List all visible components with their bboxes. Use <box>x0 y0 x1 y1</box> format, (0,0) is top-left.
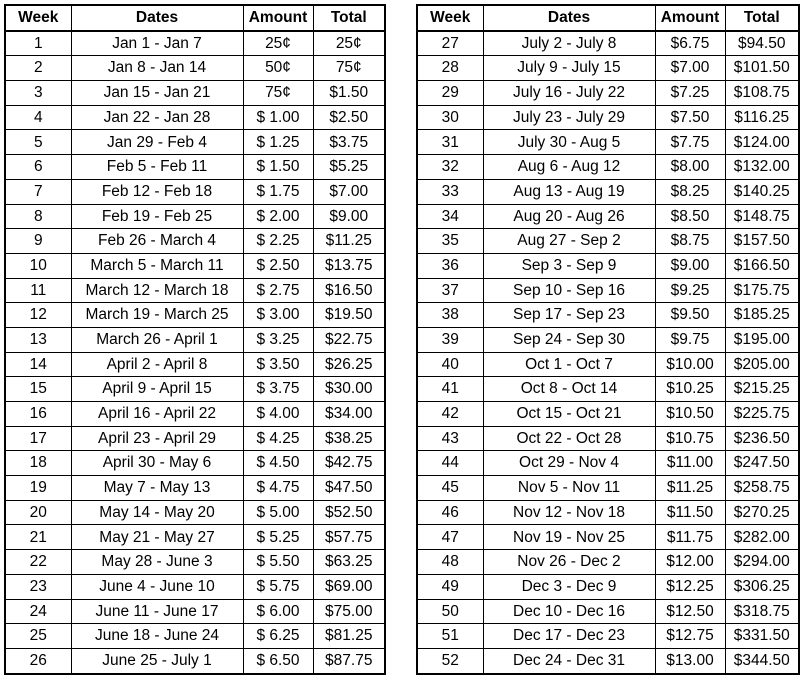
amount-cell: $ 2.00 <box>243 204 313 229</box>
table-row <box>5 179 385 204</box>
table-row <box>417 648 799 673</box>
dates-cell: Feb 12 - Feb 18 <box>71 179 243 204</box>
total-cell: $87.75 <box>313 648 385 673</box>
week-cell: 25 <box>5 624 71 649</box>
amount-cell: $12.00 <box>655 550 725 575</box>
total-cell: $57.75 <box>313 525 385 550</box>
total-cell: $16.50 <box>313 278 385 303</box>
amount-cell: $ 3.50 <box>243 352 313 377</box>
dates-cell: Aug 13 - Aug 19 <box>483 179 655 204</box>
table-row <box>417 105 799 130</box>
week-cell: 48 <box>417 550 483 575</box>
dates-cell: Feb 5 - Feb 11 <box>71 155 243 180</box>
table-row <box>417 500 799 525</box>
dates-cell: Nov 19 - Nov 25 <box>483 525 655 550</box>
week-cell: 1 <box>5 31 71 56</box>
total-cell: 25¢ <box>313 31 385 56</box>
dates-cell: March 19 - March 25 <box>71 303 243 328</box>
amount-header: Amount <box>243 5 313 31</box>
week-cell: 27 <box>417 31 483 56</box>
amount-cell: $ 2.25 <box>243 229 313 254</box>
dates-cell: June 25 - July 1 <box>71 648 243 673</box>
week-cell: 33 <box>417 179 483 204</box>
amount-cell: $ 1.00 <box>243 105 313 130</box>
table-row <box>5 402 385 427</box>
week-cell: 41 <box>417 377 483 402</box>
amount-cell: $10.00 <box>655 352 725 377</box>
week-cell: 16 <box>5 402 71 427</box>
total-cell: $101.50 <box>725 56 799 81</box>
table-row <box>417 574 799 599</box>
dates-cell: March 26 - April 1 <box>71 327 243 352</box>
table-row <box>417 451 799 476</box>
table-row <box>5 624 385 649</box>
table-row <box>5 327 385 352</box>
dates-cell: Sep 24 - Sep 30 <box>483 327 655 352</box>
total-cell: $282.00 <box>725 525 799 550</box>
table-row <box>417 624 799 649</box>
week-cell: 17 <box>5 426 71 451</box>
amount-cell: $7.50 <box>655 105 725 130</box>
week-cell: 45 <box>417 476 483 501</box>
total-cell: $344.50 <box>725 648 799 673</box>
total-cell: $52.50 <box>313 500 385 525</box>
total-cell: $26.25 <box>313 352 385 377</box>
dates-cell: April 2 - April 8 <box>71 352 243 377</box>
dates-cell: Oct 1 - Oct 7 <box>483 352 655 377</box>
dates-cell: July 9 - July 15 <box>483 56 655 81</box>
amount-cell: $10.25 <box>655 377 725 402</box>
week-cell: 31 <box>417 130 483 155</box>
amount-cell: $11.75 <box>655 525 725 550</box>
dates-cell: July 30 - Aug 5 <box>483 130 655 155</box>
total-cell: $11.25 <box>313 229 385 254</box>
amount-cell: $ 3.75 <box>243 377 313 402</box>
amount-cell: $ 5.25 <box>243 525 313 550</box>
dates-cell: June 11 - June 17 <box>71 599 243 624</box>
total-cell: $9.00 <box>313 204 385 229</box>
week-cell: 20 <box>5 500 71 525</box>
dates-cell: April 23 - April 29 <box>71 426 243 451</box>
week-cell: 49 <box>417 574 483 599</box>
total-cell: $13.75 <box>313 253 385 278</box>
table-row <box>5 56 385 81</box>
week-cell: 7 <box>5 179 71 204</box>
dates-cell: March 5 - March 11 <box>71 253 243 278</box>
table-row <box>5 278 385 303</box>
week-cell: 22 <box>5 550 71 575</box>
amount-cell: $11.00 <box>655 451 725 476</box>
table-row <box>417 81 799 106</box>
amount-cell: $ 4.50 <box>243 451 313 476</box>
total-cell: $30.00 <box>313 377 385 402</box>
table-row <box>5 451 385 476</box>
amount-cell: $8.25 <box>655 179 725 204</box>
table-row <box>5 426 385 451</box>
amount-cell: $10.75 <box>655 426 725 451</box>
total-cell: $81.25 <box>313 624 385 649</box>
table-row <box>5 599 385 624</box>
table-row <box>5 550 385 575</box>
week-cell: 35 <box>417 229 483 254</box>
total-cell: $63.25 <box>313 550 385 575</box>
table-row <box>5 204 385 229</box>
week-cell: 36 <box>417 253 483 278</box>
dates-cell: Jan 15 - Jan 21 <box>71 81 243 106</box>
table-row <box>417 303 799 328</box>
total-cell: $5.25 <box>313 155 385 180</box>
amount-cell: $13.00 <box>655 648 725 673</box>
total-cell: $166.50 <box>725 253 799 278</box>
dates-cell: Sep 10 - Sep 16 <box>483 278 655 303</box>
table-row <box>417 525 799 550</box>
week-cell: 52 <box>417 648 483 673</box>
table-row <box>417 56 799 81</box>
dates-cell: Feb 19 - Feb 25 <box>71 204 243 229</box>
week-cell: 8 <box>5 204 71 229</box>
week-cell: 26 <box>5 648 71 673</box>
week-cell: 2 <box>5 56 71 81</box>
dates-cell: May 7 - May 13 <box>71 476 243 501</box>
week-cell: 32 <box>417 155 483 180</box>
dates-cell: Oct 8 - Oct 14 <box>483 377 655 402</box>
week-cell: 4 <box>5 105 71 130</box>
total-cell: $19.50 <box>313 303 385 328</box>
dates-cell: Sep 3 - Sep 9 <box>483 253 655 278</box>
total-cell: $331.50 <box>725 624 799 649</box>
total-cell: $108.75 <box>725 81 799 106</box>
total-header: Total <box>313 5 385 31</box>
amount-cell: $12.50 <box>655 599 725 624</box>
dates-cell: Jan 29 - Feb 4 <box>71 130 243 155</box>
week-cell: 11 <box>5 278 71 303</box>
table-row <box>5 105 385 130</box>
total-cell: $69.00 <box>313 574 385 599</box>
amount-cell: $7.00 <box>655 56 725 81</box>
week-cell: 42 <box>417 402 483 427</box>
amount-cell: 25¢ <box>243 31 313 56</box>
total-cell: $294.00 <box>725 550 799 575</box>
week-cell: 24 <box>5 599 71 624</box>
total-cell: $236.50 <box>725 426 799 451</box>
table-row <box>417 253 799 278</box>
amount-cell: $ 3.25 <box>243 327 313 352</box>
total-cell: $140.25 <box>725 179 799 204</box>
table-row <box>5 648 385 673</box>
table-row <box>417 229 799 254</box>
amount-cell: $7.25 <box>655 81 725 106</box>
week-cell: 28 <box>417 56 483 81</box>
dates-cell: Dec 3 - Dec 9 <box>483 574 655 599</box>
amount-cell: $9.00 <box>655 253 725 278</box>
amount-cell: $ 4.75 <box>243 476 313 501</box>
total-cell: $318.75 <box>725 599 799 624</box>
dates-cell: Jan 22 - Jan 28 <box>71 105 243 130</box>
amount-cell: $ 1.75 <box>243 179 313 204</box>
week-cell: 37 <box>417 278 483 303</box>
week-header: Week <box>5 5 71 31</box>
table-row <box>417 550 799 575</box>
amount-cell: $ 2.50 <box>243 253 313 278</box>
amount-cell: 75¢ <box>243 81 313 106</box>
table-row <box>417 179 799 204</box>
amount-cell: $8.50 <box>655 204 725 229</box>
total-cell: $22.75 <box>313 327 385 352</box>
week-cell: 43 <box>417 426 483 451</box>
week-cell: 5 <box>5 130 71 155</box>
week-cell: 46 <box>417 500 483 525</box>
dates-cell: Nov 26 - Dec 2 <box>483 550 655 575</box>
total-cell: $270.25 <box>725 500 799 525</box>
amount-cell: $10.50 <box>655 402 725 427</box>
week-cell: 9 <box>5 229 71 254</box>
table-row <box>5 476 385 501</box>
dates-cell: April 30 - May 6 <box>71 451 243 476</box>
amount-cell: $8.75 <box>655 229 725 254</box>
dates-cell: Oct 29 - Nov 4 <box>483 451 655 476</box>
table-row <box>417 278 799 303</box>
amount-cell: $ 3.00 <box>243 303 313 328</box>
week-cell: 50 <box>417 599 483 624</box>
amount-cell: $12.25 <box>655 574 725 599</box>
table-row <box>5 229 385 254</box>
total-cell: $258.75 <box>725 476 799 501</box>
week-header: Week <box>417 5 483 31</box>
dates-cell: July 2 - July 8 <box>483 31 655 56</box>
dates-cell: April 16 - April 22 <box>71 402 243 427</box>
amount-cell: $ 5.50 <box>243 550 313 575</box>
table-row <box>5 130 385 155</box>
dates-cell: May 28 - June 3 <box>71 550 243 575</box>
dates-cell: April 9 - April 15 <box>71 377 243 402</box>
amount-cell: $ 1.50 <box>243 155 313 180</box>
table-row <box>417 352 799 377</box>
week-cell: 30 <box>417 105 483 130</box>
amount-cell: 50¢ <box>243 56 313 81</box>
table-row <box>417 476 799 501</box>
total-cell: $47.50 <box>313 476 385 501</box>
dates-cell: March 12 - March 18 <box>71 278 243 303</box>
dates-cell: Aug 20 - Aug 26 <box>483 204 655 229</box>
amount-cell: $6.75 <box>655 31 725 56</box>
table-row <box>417 31 799 56</box>
table-body-left <box>5 31 385 674</box>
total-cell: $205.00 <box>725 352 799 377</box>
week-cell: 19 <box>5 476 71 501</box>
amount-cell: $9.25 <box>655 278 725 303</box>
table-row <box>5 574 385 599</box>
amount-cell: $12.75 <box>655 624 725 649</box>
amount-cell: $11.50 <box>655 500 725 525</box>
total-cell: $7.00 <box>313 179 385 204</box>
total-cell: $75.00 <box>313 599 385 624</box>
amount-cell: $ 5.00 <box>243 500 313 525</box>
total-header: Total <box>725 5 799 31</box>
table-row <box>5 377 385 402</box>
week-cell: 3 <box>5 81 71 106</box>
dates-header: Dates <box>483 5 655 31</box>
dates-cell: Nov 12 - Nov 18 <box>483 500 655 525</box>
total-cell: $42.75 <box>313 451 385 476</box>
table-row <box>417 327 799 352</box>
table-row <box>5 253 385 278</box>
amount-cell: $ 4.00 <box>243 402 313 427</box>
amount-cell: $11.25 <box>655 476 725 501</box>
table-row <box>417 204 799 229</box>
table-row <box>417 155 799 180</box>
total-cell: $175.75 <box>725 278 799 303</box>
total-cell: $306.25 <box>725 574 799 599</box>
total-cell: $132.00 <box>725 155 799 180</box>
week-cell: 13 <box>5 327 71 352</box>
dates-cell: Oct 15 - Oct 21 <box>483 402 655 427</box>
week-cell: 12 <box>5 303 71 328</box>
total-cell: $116.25 <box>725 105 799 130</box>
table-row <box>5 155 385 180</box>
table-row <box>417 402 799 427</box>
dates-cell: Oct 22 - Oct 28 <box>483 426 655 451</box>
amount-cell: $8.00 <box>655 155 725 180</box>
total-cell: $148.75 <box>725 204 799 229</box>
table-row <box>417 426 799 451</box>
table-row <box>5 303 385 328</box>
week-cell: 18 <box>5 451 71 476</box>
table-row <box>5 31 385 56</box>
table-row <box>417 130 799 155</box>
dates-cell: June 4 - June 10 <box>71 574 243 599</box>
savings-table-right <box>416 4 800 675</box>
table-row <box>5 525 385 550</box>
dates-cell: July 23 - July 29 <box>483 105 655 130</box>
week-cell: 15 <box>5 377 71 402</box>
week-cell: 21 <box>5 525 71 550</box>
amount-cell: $ 6.25 <box>243 624 313 649</box>
total-cell: $2.50 <box>313 105 385 130</box>
week-cell: 34 <box>417 204 483 229</box>
dates-cell: Dec 10 - Dec 16 <box>483 599 655 624</box>
total-cell: $215.25 <box>725 377 799 402</box>
week-cell: 39 <box>417 327 483 352</box>
dates-cell: May 14 - May 20 <box>71 500 243 525</box>
total-cell: $185.25 <box>725 303 799 328</box>
amount-cell: $7.75 <box>655 130 725 155</box>
dates-cell: Jan 1 - Jan 7 <box>71 31 243 56</box>
table-header-row <box>5 5 385 31</box>
table-row <box>5 352 385 377</box>
total-cell: $1.50 <box>313 81 385 106</box>
week-cell: 29 <box>417 81 483 106</box>
table-header-row <box>417 5 799 31</box>
dates-cell: Feb 26 - March 4 <box>71 229 243 254</box>
week-cell: 14 <box>5 352 71 377</box>
total-cell: $94.50 <box>725 31 799 56</box>
week-cell: 6 <box>5 155 71 180</box>
table-row <box>5 500 385 525</box>
total-cell: 75¢ <box>313 56 385 81</box>
table-row <box>5 81 385 106</box>
week-cell: 23 <box>5 574 71 599</box>
savings-table-left <box>4 4 386 675</box>
total-cell: $34.00 <box>313 402 385 427</box>
total-cell: $157.50 <box>725 229 799 254</box>
week-cell: 40 <box>417 352 483 377</box>
amount-cell: $ 1.25 <box>243 130 313 155</box>
dates-header: Dates <box>71 5 243 31</box>
total-cell: $3.75 <box>313 130 385 155</box>
total-cell: $225.75 <box>725 402 799 427</box>
dates-cell: Sep 17 - Sep 23 <box>483 303 655 328</box>
amount-cell: $9.75 <box>655 327 725 352</box>
dates-cell: Dec 24 - Dec 31 <box>483 648 655 673</box>
total-cell: $247.50 <box>725 451 799 476</box>
week-cell: 47 <box>417 525 483 550</box>
dates-cell: Aug 6 - Aug 12 <box>483 155 655 180</box>
total-cell: $195.00 <box>725 327 799 352</box>
dates-cell: Jan 8 - Jan 14 <box>71 56 243 81</box>
amount-cell: $ 6.50 <box>243 648 313 673</box>
dates-cell: Dec 17 - Dec 23 <box>483 624 655 649</box>
week-cell: 51 <box>417 624 483 649</box>
amount-cell: $ 2.75 <box>243 278 313 303</box>
total-cell: $124.00 <box>725 130 799 155</box>
week-cell: 44 <box>417 451 483 476</box>
amount-header: Amount <box>655 5 725 31</box>
table-row <box>417 377 799 402</box>
total-cell: $38.25 <box>313 426 385 451</box>
dates-cell: July 16 - July 22 <box>483 81 655 106</box>
table-body-right <box>417 31 799 674</box>
dates-cell: Nov 5 - Nov 11 <box>483 476 655 501</box>
dates-cell: June 18 - June 24 <box>71 624 243 649</box>
amount-cell: $ 5.75 <box>243 574 313 599</box>
table-row <box>417 599 799 624</box>
amount-cell: $9.50 <box>655 303 725 328</box>
week-cell: 38 <box>417 303 483 328</box>
week-cell: 10 <box>5 253 71 278</box>
dates-cell: Aug 27 - Sep 2 <box>483 229 655 254</box>
amount-cell: $ 6.00 <box>243 599 313 624</box>
dates-cell: May 21 - May 27 <box>71 525 243 550</box>
amount-cell: $ 4.25 <box>243 426 313 451</box>
